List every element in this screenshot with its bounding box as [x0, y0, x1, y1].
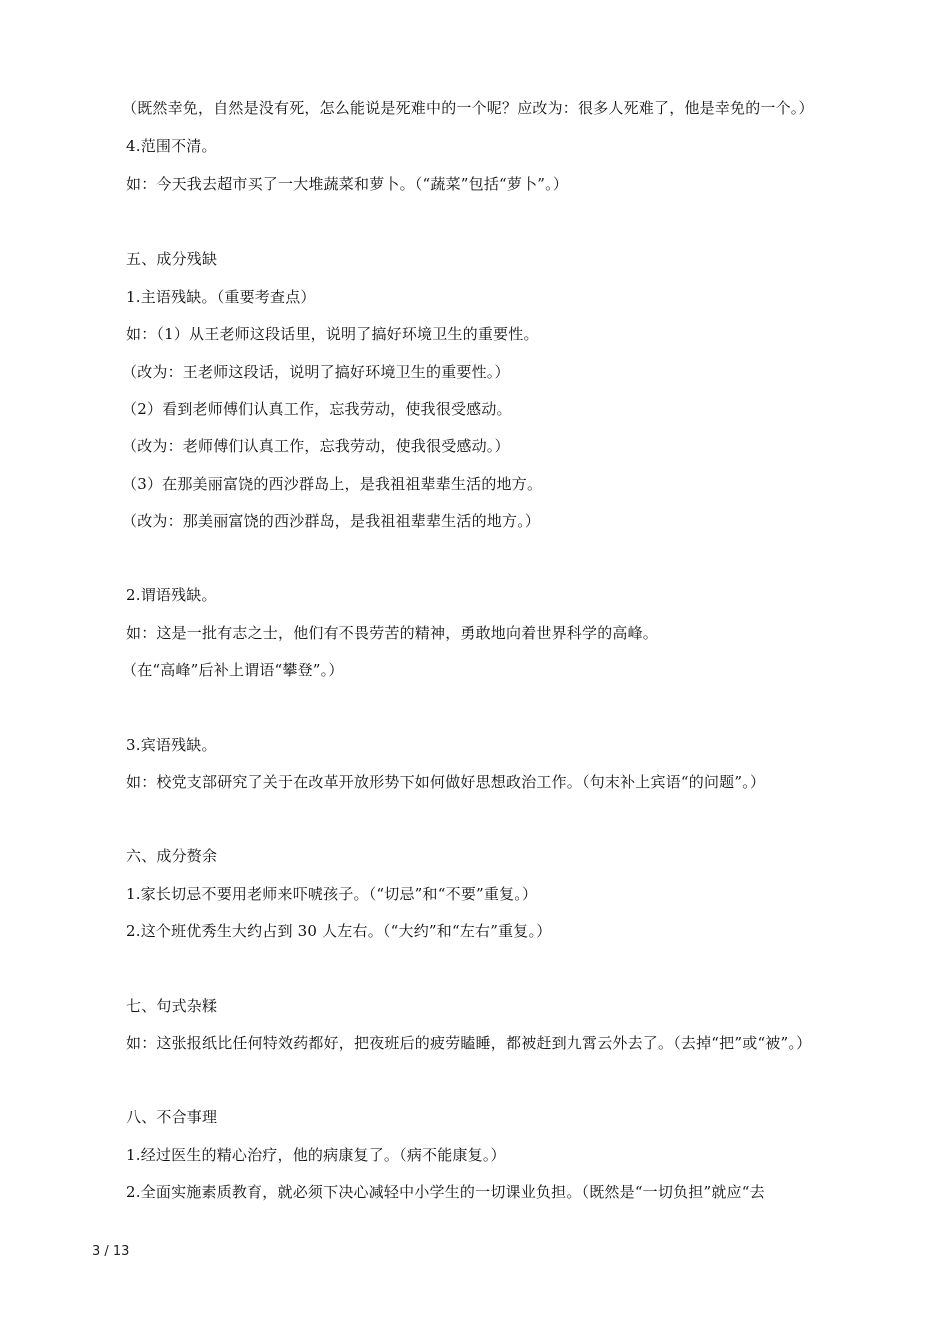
text-line-10: （3）在那美丽富饶的西沙群岛上，是我祖祖辈辈生活的地方。 [122, 475, 543, 493]
text-line-8: （2）看到老师傅们认真工作，忘我劳动，使我很受感动。 [122, 400, 512, 418]
text-line-12: 2.谓语残缺。 [126, 586, 217, 604]
text-line-19: 2.这个班优秀生大约占到 30 人左右。（“大约”和“左右”重复。） [126, 922, 552, 940]
section-heading-7: 七、句式杂糅 [126, 997, 218, 1015]
text-line-23: 1.经过医生的精心治疗，他的病康复了。（病不能康复。） [126, 1146, 506, 1164]
text-line-6: 如：（1）从王老师这段话里，说明了搞好环境卫生的重要性。 [126, 325, 539, 343]
page-number: 3 / 13 [92, 1244, 130, 1259]
text-line-16: 如：校党支部研究了关于在改革开放形势下如何做好思想政治工作。（句末补上宾语“的问题”。） [126, 773, 766, 791]
text-line-5: 1.主语残缺。（重要考查点） [126, 288, 316, 306]
text-line-3: 如：今天我去超市买了一大堆蔬菜和萝卜。（“蔬菜”包括“萝卜”。） [126, 175, 569, 193]
text-line-7: （改为：王老师这段话，说明了搞好环境卫生的重要性。） [122, 363, 510, 381]
text-line-9: （改为：老师傅们认真工作，忘我劳动，使我很受感动。） [122, 437, 510, 455]
text-line-21: 如：这张报纸比任何特效药都好，把夜班后的疲劳瞌睡，都被赶到九霄云外去了。（去掉“把”或“被”。） [126, 1034, 812, 1052]
text-line-18: 1.家长切忌不要用老师来吓唬孩子。（“切忌”和“不要”重复。） [126, 885, 538, 903]
text-line-15: 3.宾语残缺。 [126, 736, 217, 754]
section-heading-6: 六、成分赘余 [126, 847, 218, 865]
text-line-2: 4.范围不清。 [126, 137, 217, 155]
text-line-13: 如：这是一批有志之士，他们有不畏劳苦的精神，勇敢地向着世界科学的高峰。 [126, 624, 659, 642]
text-line-14: （在“高峰”后补上谓语“攀登”。） [122, 661, 344, 679]
section-heading-8: 八、不合事理 [126, 1108, 218, 1126]
text-line-11: （改为：那美丽富饶的西沙群岛，是我祖祖辈辈生活的地方。） [122, 512, 541, 530]
section-heading-5: 五、成分残缺 [126, 250, 218, 268]
text-line-24: 2.全面实施素质教育，就必须下决心减轻中小学生的一切课业负担。（既然是“一切负担”就应“去 [126, 1183, 765, 1201]
text-line-1: （既然幸免，自然是没有死，怎么能说是死难中的一个呢？应改为：很多人死难了，他是幸免的一个。） [122, 99, 814, 117]
